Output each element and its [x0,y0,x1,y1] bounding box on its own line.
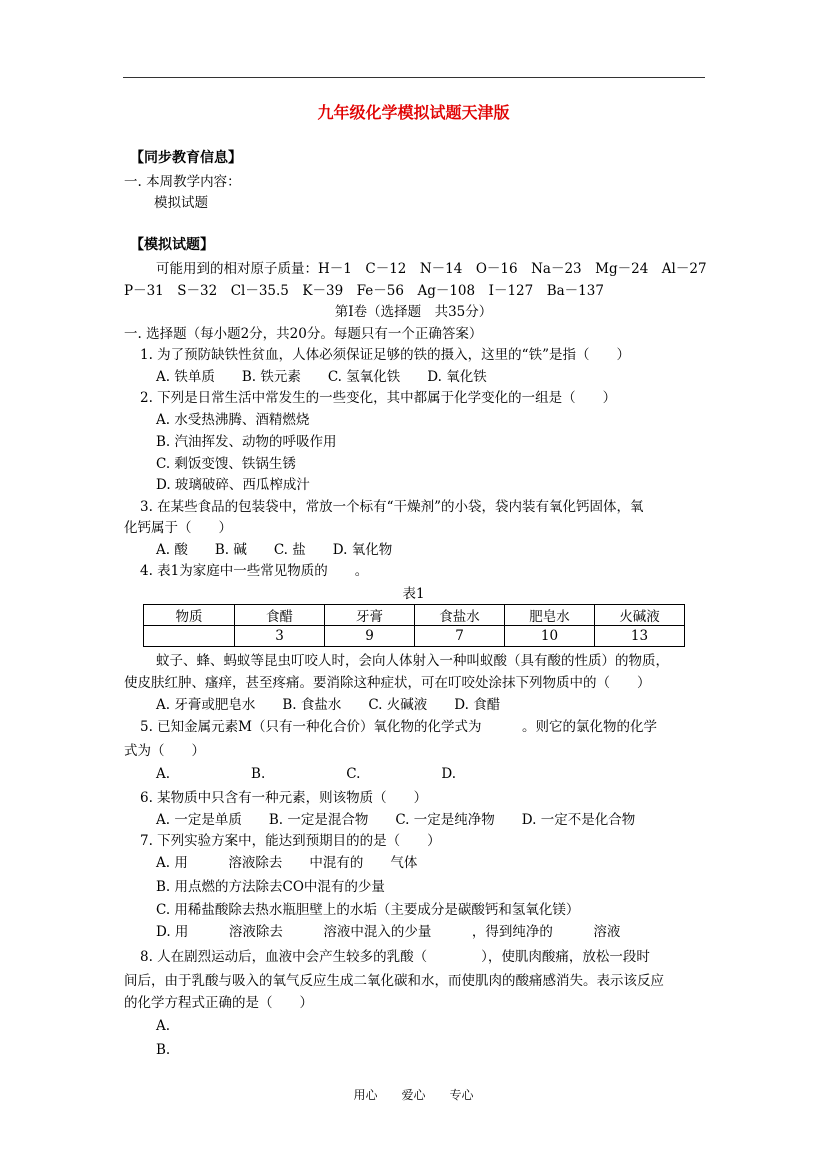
table-header-cell: 食盐水 [415,605,505,626]
table-row [144,626,685,647]
q1-options: A. 铁单质 B. 铁元素 C. 氢氧化铁 D. 氧化铁 [156,369,487,385]
q7-option-a: A. 用 溶液除去 中混有的 气体 [156,855,418,871]
weekly-content-label: 一. 本周教学内容： [124,174,241,190]
q8-stem-line3: 的化学方程式正确的是（ ） [124,995,313,1011]
q7-option-d: D. 用 溶液除去 溶液中混入的少量 ，得到纯净的 溶液 [156,924,621,940]
table-header-cell: 物质 [144,605,235,626]
q4-options: A. 牙膏或肥皂水 B. 食盐水 C. 火碱液 D. 食醋 [156,697,501,713]
q2-option-c: C. 剩饭变馊、铁锅生锈 [156,456,296,472]
q5-options: A. B. C. D. [156,766,457,782]
table-caption: 表1 [402,586,425,602]
q3-stem-line1: 3. 在某些食品的包装袋中，常放一个标有“干燥剂”的小袋，袋内装有氧化钙固体，氧 [140,499,644,515]
table-row [144,605,685,626]
section-sync-info: 【同步教育信息】 [130,150,242,166]
atomic-masses-line1: 可能用到的相对原子质量：H－1 C－12 N－14 O－16 Na－23 Mg－24 Al－27 [156,261,707,277]
weekly-topic: 模拟试题 [154,195,208,211]
section-mock-test: 【模拟试题】 [130,237,214,253]
header-rule [123,77,705,78]
q2-option-d: D. 玻璃破碎、西瓜榨成汁 [156,477,310,493]
q8-option-a: A. [156,1018,171,1034]
q5-stem-line2: 式为（ ） [124,743,205,759]
part1-header: 一. 选择题（每小题2分，共20分。每题只有一个正确答案） [124,326,483,342]
q7-option-b: B. 用点燃的方法除去CO中混有的少量 [156,879,385,895]
q8-option-b: B. [156,1042,171,1058]
q6-options: A. 一定是单质 B. 一定是混合物 C. 一定是纯净物 D. 一定不是化合物 [156,812,636,828]
page-title: 九年级化学模拟试题天津版 [317,103,510,122]
q3-stem-line2: 化钙属于（ ） [124,520,232,536]
q2-option-a: A. 水受热沸腾、酒精燃烧 [156,412,310,428]
atomic-masses-line2: P－31 S－32 Cl－35.5 K－39 Fe－56 Ag－108 I－127 Ba－137 [124,283,604,299]
q4-text-line2: 使皮肤红肿、瘙痒，甚至疼痛。要消除这种症状，可在叮咬处涂抹下列物质中的（ ） [124,675,651,691]
table-cell [144,626,235,647]
q2-option-b: B. 汽油挥发、动物的呼吸作用 [156,434,337,450]
table-cell: 13 [595,626,685,647]
q2-stem: 2. 下列是日常生活中常发生的一些变化，其中都属于化学变化的一组是（ ） [140,390,617,406]
table-header-cell: 肥皂水 [505,605,595,626]
q7-stem: 7. 下列实验方案中，能达到预期目的的是（ ） [140,833,441,849]
q8-stem-line2: 间后，由于乳酸与吸入的氧气反应生成二氧化碳和水，而使肌肉的酸痛感消失。表示该反应 [124,973,664,989]
q7-option-c: C. 用稀盐酸除去热水瓶胆壁上的水垢（主要成分是碳酸钙和氢氧化镁） [156,902,580,918]
table-header-cell: 食醋 [235,605,325,626]
table-header-cell: 火碱液 [595,605,685,626]
q4-text-line1: 蚊子、蜂、蚂蚁等昆虫叮咬人时，会向人体射入一种叫蚁酸（具有酸的性质）的物质， [156,653,669,669]
q8-stem-line1: 8. 人在剧烈运动后，血液中会产生较多的乳酸（ ），使肌肉酸痛，放松一段时 [140,949,650,965]
ph-table [143,604,685,647]
table-cell: 7 [415,626,505,647]
q4-stem: 4. 表1为家庭中一些常见物质的 。 [140,563,369,579]
q3-options: A. 酸 B. 碱 C. 盐 D. 氧化物 [156,542,393,558]
page-footer: 用心 爱心 专心 [353,1088,474,1102]
table-cell: 3 [235,626,325,647]
q5-stem-line1: 5. 已知金属元素M（只有一种化合价）氧化物的化学式为 。则它的氯化物的化学 [140,719,657,735]
table-cell: 9 [325,626,415,647]
volume-header: 第Ⅰ卷（选择题 共35分） [334,304,493,320]
table-cell: 10 [505,626,595,647]
q6-stem: 6. 某物质中只含有一种元素，则该物质（ ） [140,790,428,806]
table-header-cell: 牙膏 [325,605,415,626]
q1-stem: 1. 为了预防缺铁性贫血，人体必须保证足够的铁的摄入，这里的“铁”是指（ ） [140,347,630,363]
